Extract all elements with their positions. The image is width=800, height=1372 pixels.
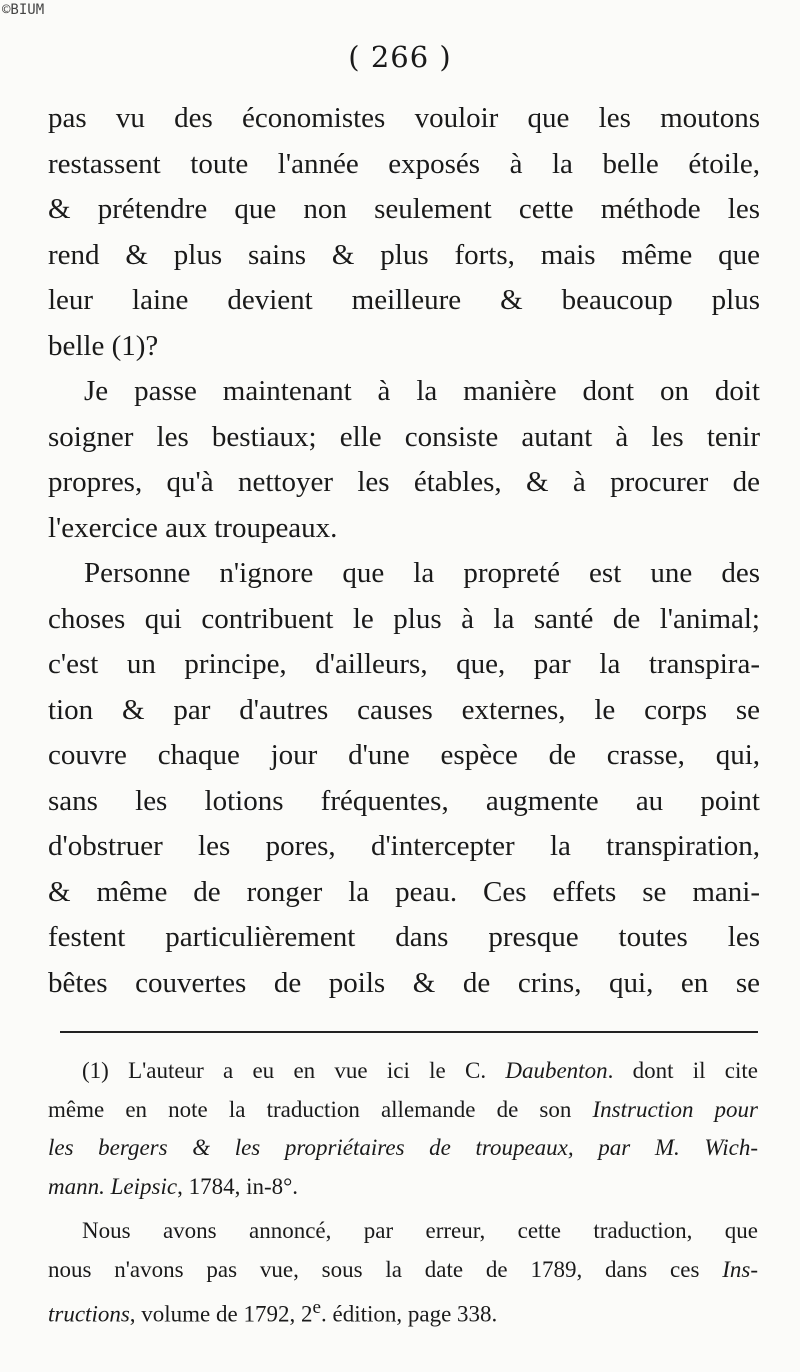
footnote-line: mann. Leipsic, 1784, in-8°. — [48, 1173, 299, 1199]
text-line: restassent toute l'année exposés à la belle étoile, — [48, 147, 760, 180]
footnote-divider — [60, 1031, 758, 1033]
text-line: & prétendre que non seulement cette méthode les — [48, 193, 760, 225]
text-line: couvre chaque jour d'une espèce de crasse, qui, — [48, 739, 760, 771]
text-line: choses qui contribuent le plus à la santé de l'animal; — [48, 602, 760, 635]
text-line: Personne n'ignore que la propreté est une des — [84, 557, 760, 589]
page-number: ( 266 ) — [348, 40, 452, 74]
footnote-line: Nous avons annoncé, par erreur, cette traduction, que — [82, 1218, 758, 1243]
text-line: leur laine devient meilleure & beaucoup plus — [48, 284, 760, 316]
footnote-line: (1) L'auteur a eu en vue ici le C. Daubenton. dont il cite — [82, 1058, 758, 1083]
text-line: rend & plus sains & plus forts, mais même que — [48, 238, 760, 271]
text-line: propres, qu'à nettoyer les étables, & à procurer de — [48, 466, 760, 498]
footnote-line: nous n'avons pas vue, sous la date de 1789, dans ces Ins- — [48, 1256, 758, 1282]
footnotes — [48, 1052, 758, 1334]
text-line: l'exercice aux troupeaux. — [48, 511, 338, 544]
text-line: sans les lotions fréquentes, augmente au point — [48, 784, 760, 817]
footnote-line: les bergers & les propriétaires de troupeaux, par M. Wich- — [48, 1135, 758, 1160]
text-line: bêtes couvertes de poils & de crins, qui, en se — [48, 966, 760, 999]
footnote-line: même en note la traduction allemande de son Instruction pour — [48, 1096, 759, 1122]
body-text — [48, 96, 760, 1006]
text-line: tion & par d'autres causes externes, le corps se — [48, 693, 760, 726]
footnote-line: tructions, volume de 1792, 2e. édition, page 338. — [48, 1297, 498, 1327]
text-line: & même de ronger la peau. Ces effets se mani- — [48, 875, 760, 908]
text-line: pas vu des économistes vouloir que les moutons — [48, 102, 760, 134]
text-line: d'obstruer les pores, d'intercepter la transpiration, — [48, 830, 760, 862]
text-line: belle (1)? — [48, 329, 159, 362]
text-line: c'est un principe, d'ailleurs, que, par la transpira- — [48, 648, 760, 680]
text-line: Je passe maintenant à la manière dont on doit — [84, 375, 760, 407]
watermark: ©BIUM — [2, 2, 45, 18]
text-line: festent particulièrement dans presque toutes les — [48, 921, 760, 953]
text-line: soigner les bestiaux; elle consiste autant à les tenir — [48, 420, 760, 453]
